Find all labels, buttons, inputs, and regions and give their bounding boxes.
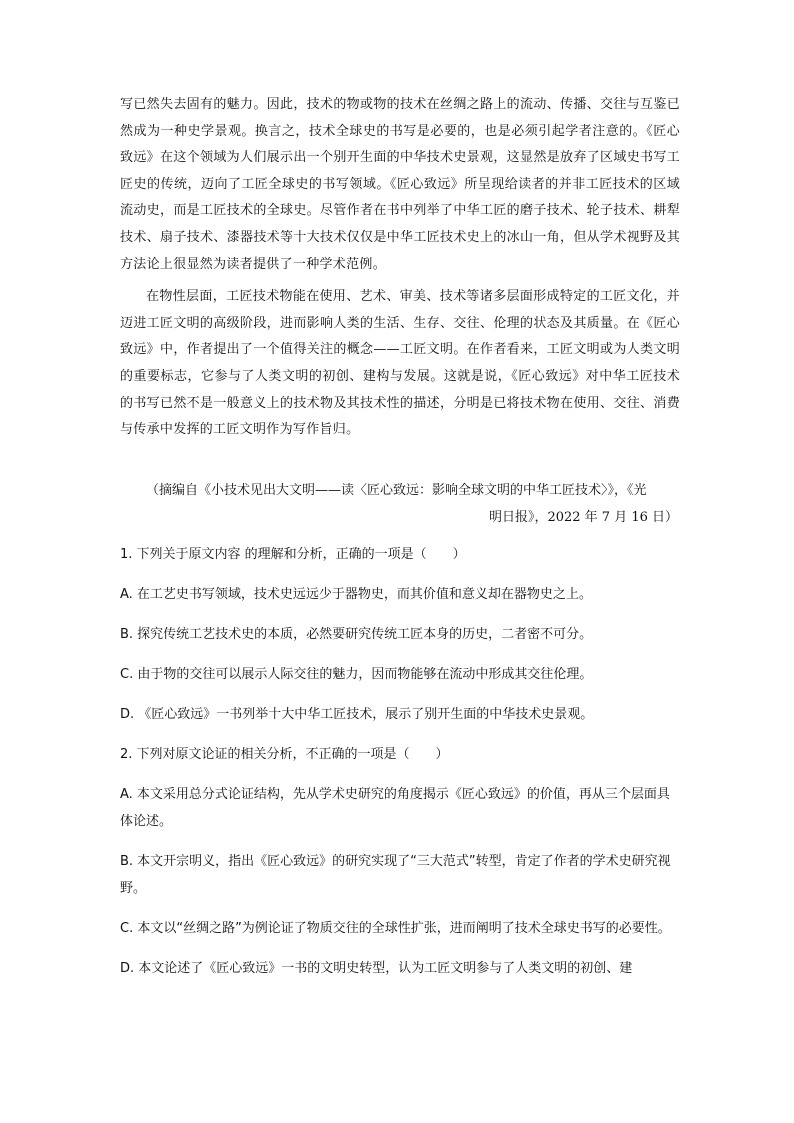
question-1-stem: 1. 下列关于原文内容 的理解和分析，正确的一项是（ ） — [120, 547, 466, 562]
question-2-option-b: B. 本文开宗明义，指出《匠心致远》的研究实现了“三大范式”转型，肯定了作者的学术史研究视野。 — [120, 854, 671, 896]
question-2-option-d: D. 本文论述了《匠心致远》一书的文明史转型，认为工匠文明参与了人类文明的初创、建 — [120, 961, 633, 976]
question-list — [120, 541, 680, 995]
question-2-option-c: C. 本文以“丝绸之路”为例论证了物质交往的全球性扩张，进而阐明了技术全球史书写的必要性。 — [120, 921, 671, 936]
reading-passage — [120, 92, 680, 444]
passage-paragraph-1: 写已然失去固有的魅力。因此，技术的物或物的技术在丝绸之路上的流动、传播、交往与互鉴已然成为一种史学景观。换言之，技术全球史的书写是必要的，也是必须引起学者注意的。《匠心致远》在这个领域为人们展示出一个别开生面的中华技术史景观，这显然是放弃了区域史书写工匠史的传统，迈向了工匠全球史的书写领域。《匠心致远》所呈现给读者的并非工匠技术的区域流动史，而是工匠技术的全球史。尽管作者在书中列举了中华工匠的磨子技术、轮子技术、耕犁技术、扇子技术、漆器技术等十大技术仅仅是中华工匠技术史上的冰山一角，但从学术视野及其方法论上很显然为读者提供了一种学术范例。 — [120, 97, 680, 272]
question-1-option-d: D. 《匠心致远》一书列举十大中华工匠技术，展示了别开生面的中华技术史景观。 — [120, 707, 594, 722]
question-2-option-a: A. 本文采用总分式论证结构，先从学术史研究的角度揭示《匠心致远》的价值，再从三个层面具体论述。 — [120, 787, 670, 829]
question-1-option-a: A. 在工艺史书写领域，技术史远远少于器物史，而其价值和意义却在器物史之上。 — [120, 587, 592, 602]
question-1-option-c: C. 由于物的交往可以展示人际交往的魅力，因而物能够在流动中形成其交往伦理。 — [120, 667, 593, 682]
question-2-stem: 2. 下列对原文论证的相关分析，不正确的一项是（ ） — [120, 747, 449, 762]
source-citation-line-2: 明日报》，2022 年 7 月 16 日） — [488, 509, 678, 525]
source-citation-line-1: （摘编自《小技术见出大文明——读〈匠心致远：影响全球文明的中华工匠技术〉》，《光 — [146, 483, 647, 498]
passage-paragraph-2: 在物性层面，工匠技术物能在使用、艺术、审美、技术等诸多层面形成特定的工匠文化，并迈进工匠文明的高级阶段，进而影响人类的生活、生存、交往、伦理的状态及其质量。在《匠心致远》中，作者提出了一个值得关注的概念——工匠文明。在作者看来，工匠文明或为人类文明的重要标志，它参与了人类文明的初创、建构与发展。这就是说，《匠心致远》对中华工匠技术的书写已然不是一般意义上的技术物及其技术性的描述，分明是已将技术物在使用、交往、消费与传承中发挥的工匠文明作为写作旨归。 — [120, 289, 680, 438]
source-citation — [120, 478, 678, 531]
question-1-option-b: B. 探究传统工艺技术史的本质，必然要研究传统工匠本身的历史，二者密不可分。 — [120, 627, 593, 642]
